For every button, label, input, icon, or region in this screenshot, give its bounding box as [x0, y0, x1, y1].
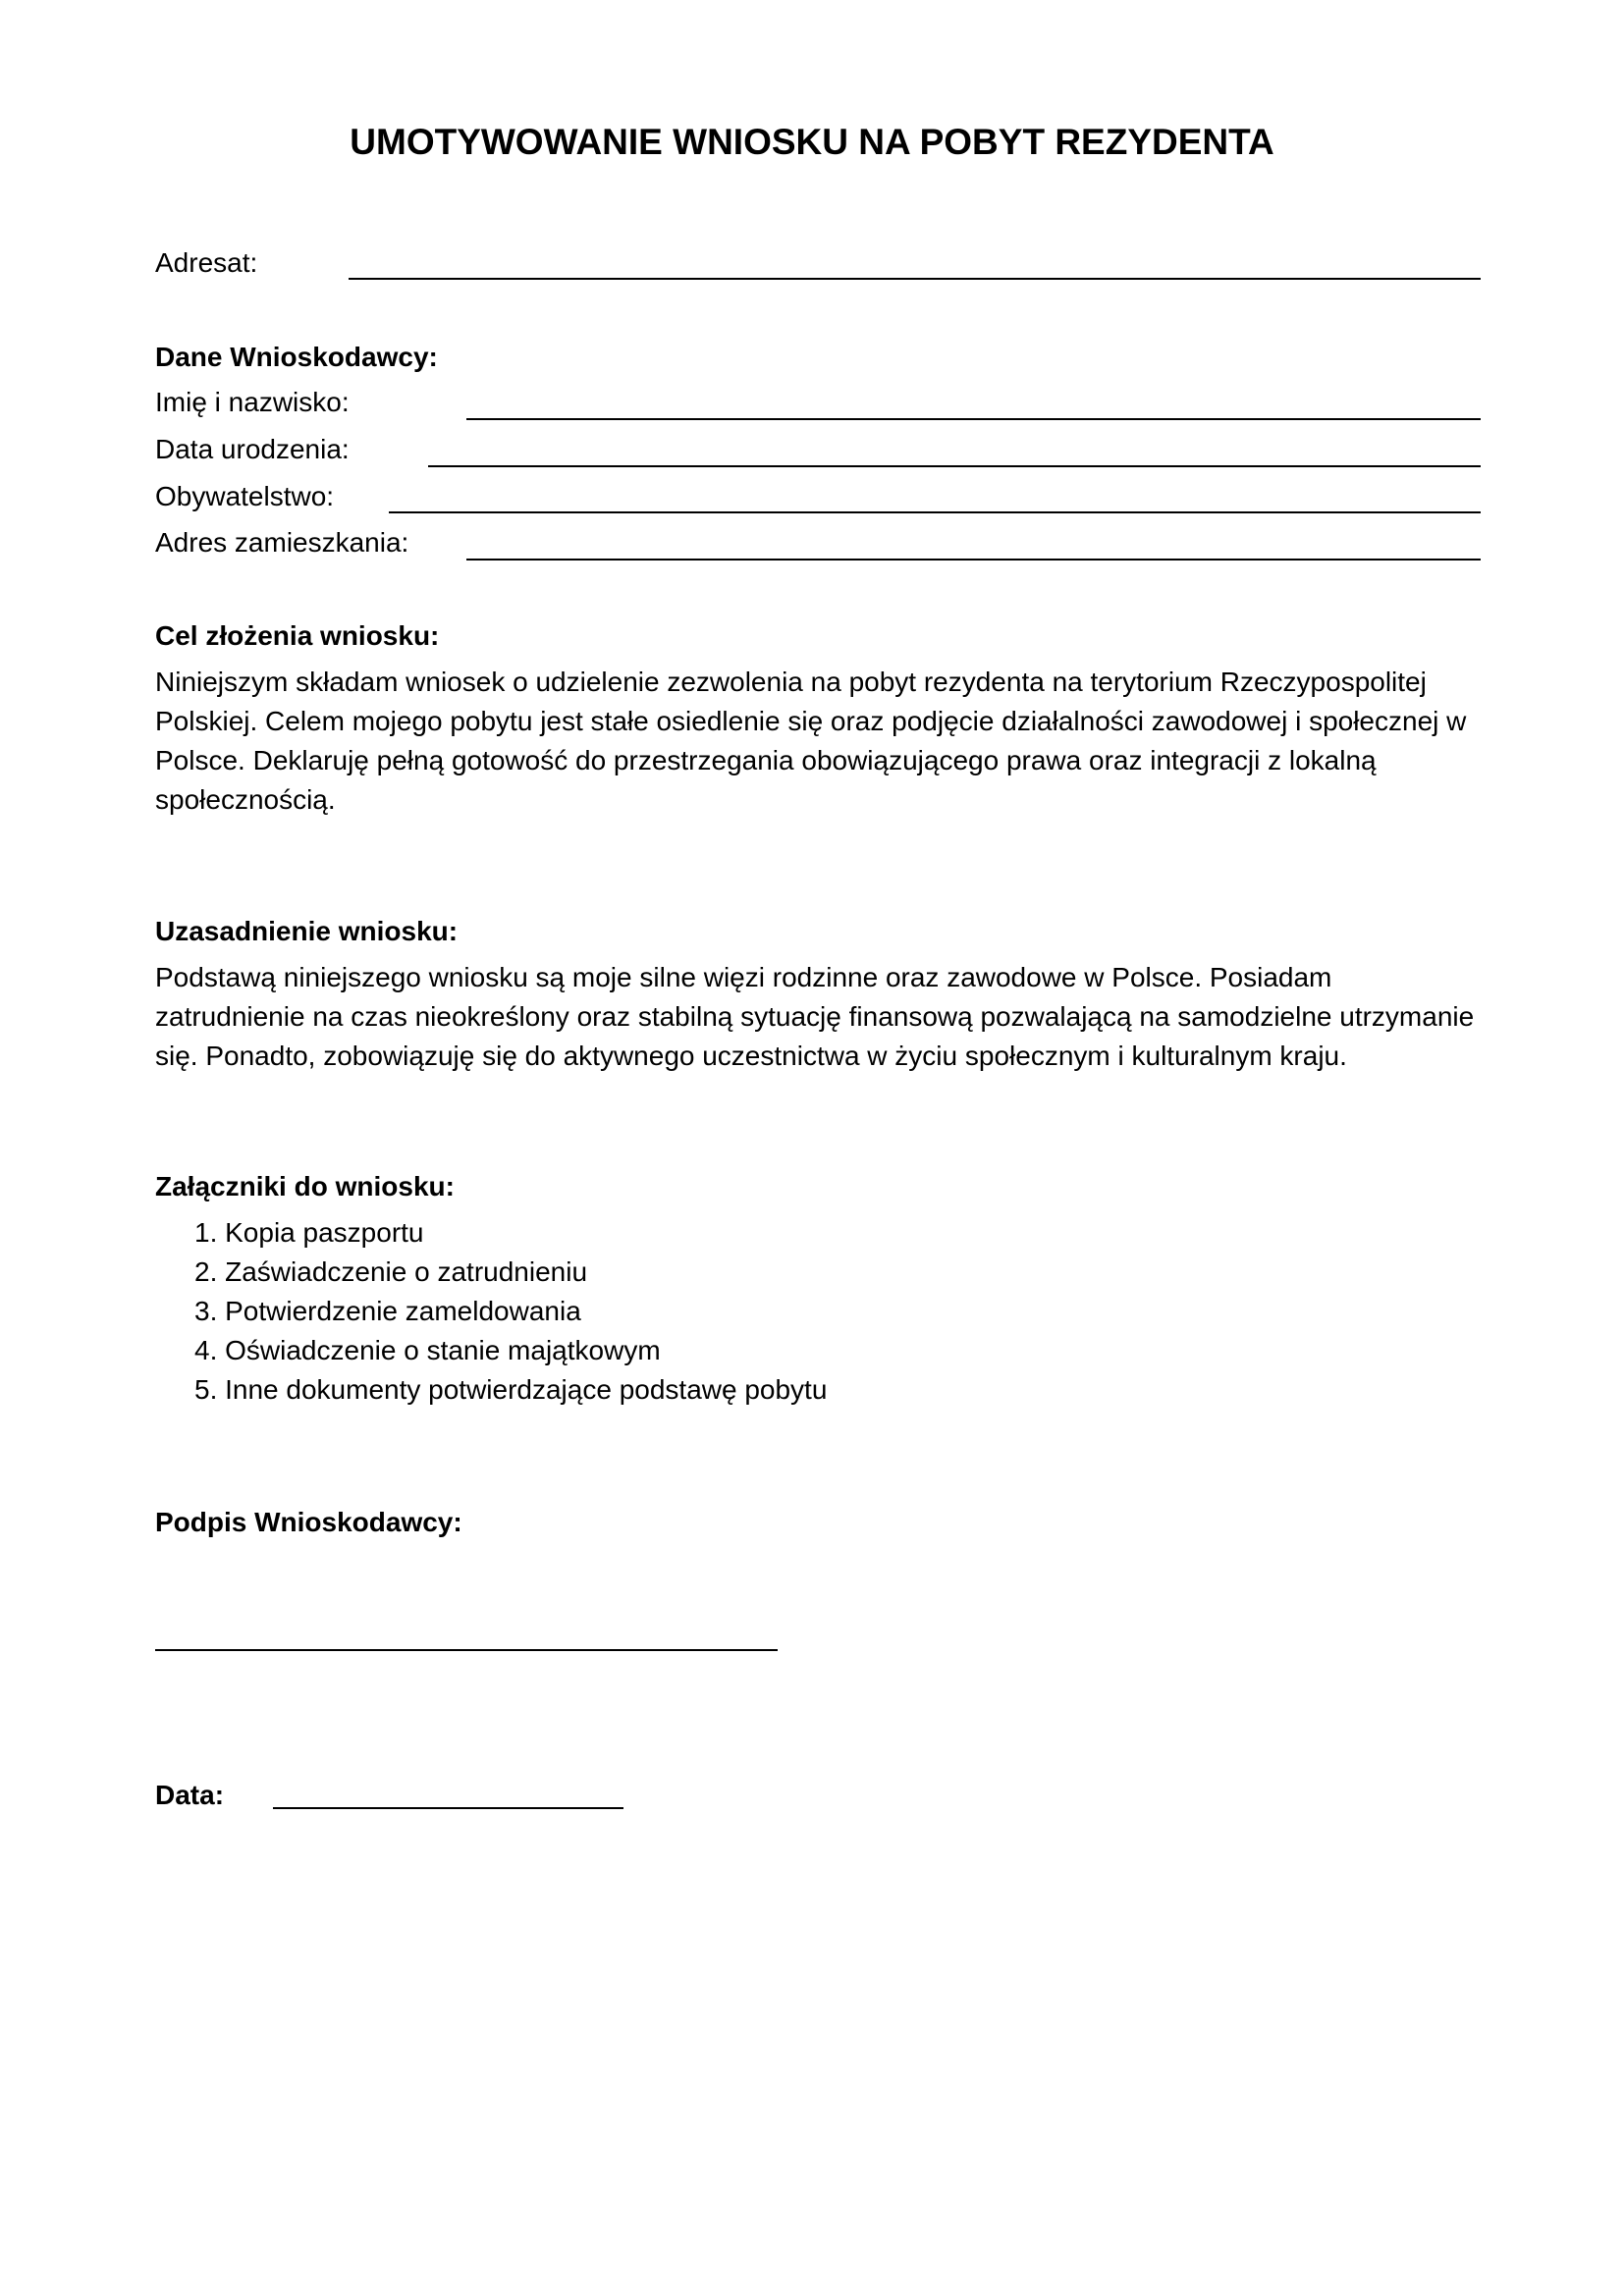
birthdate-label: Data urodzenia:	[155, 434, 350, 464]
justification-line: Podstawą niniejszego wniosku są moje silne więzi rodzinne oraz zawodowe w Polsce. Posiadam	[155, 962, 1332, 992]
list-item: 2. Zaświadczenie o zatrudnieniu	[194, 1256, 588, 1287]
list-item: 5. Inne dokumenty potwierdzające podstawę pobytu	[194, 1374, 828, 1405]
purpose-line: społecznością.	[155, 784, 336, 815]
signature-line[interactable]	[155, 1649, 778, 1651]
purpose-line: Polskiej. Celem mojego pobytu jest stałe osiedlenie się oraz podjęcie działalności zawodowej i społecznej w	[155, 706, 1467, 736]
citizenship-label: Obywatelstwo:	[155, 481, 335, 511]
justification-line: zatrudnienie na czas nieokreślony oraz stabilną sytuację finansową pozwalającą na samodzielne utrzymanie	[155, 1001, 1475, 1032]
attachments-list	[194, 1213, 827, 1410]
signature-heading: Podpis Wnioskodawcy:	[155, 1507, 462, 1537]
purpose-line: Polsce. Deklaruję pełną gotowość do przestrzegania obowiązującego prawa oraz integracji z lokalną	[155, 745, 1377, 775]
justification-heading: Uzasadnienie wniosku:	[155, 916, 459, 946]
purpose-heading: Cel złożenia wniosku:	[155, 620, 440, 651]
birthdate-field-line[interactable]	[428, 465, 1481, 467]
applicant-heading: Dane Wnioskodawcy:	[155, 342, 438, 372]
date-label: Data:	[155, 1780, 225, 1810]
purpose-paragraph	[155, 663, 1481, 820]
list-item: 4. Oświadczenie o stanie majątkowym	[194, 1335, 661, 1365]
justification-line: się. Ponadto, zobowiązuję się do aktywnego uczestnictwa w życiu społecznym i kulturalnym kraju.	[155, 1041, 1347, 1071]
attachments-heading: Załączniki do wniosku:	[155, 1171, 455, 1201]
list-item: 3. Potwierdzenie zameldowania	[194, 1296, 581, 1326]
name-label: Imię i nazwisko:	[155, 387, 350, 417]
list-item: 1. Kopia paszportu	[194, 1217, 424, 1248]
justification-paragraph	[155, 958, 1481, 1076]
citizenship-field-line[interactable]	[389, 511, 1481, 513]
name-field-line[interactable]	[466, 418, 1481, 420]
adresat-field-line[interactable]	[349, 278, 1481, 280]
document-title: UMOTYWOWANIE WNIOSKU NA POBYT REZYDENTA	[350, 122, 1274, 162]
adresat-label: Adresat:	[155, 247, 258, 278]
address-field-line[interactable]	[466, 559, 1481, 561]
purpose-line: Niniejszym składam wniosek o udzielenie zezwolenia na pobyt rezydenta na terytorium Rzeczypospolitej	[155, 667, 1427, 697]
address-label: Adres zamieszkania:	[155, 527, 409, 558]
date-field-line[interactable]	[273, 1807, 623, 1809]
